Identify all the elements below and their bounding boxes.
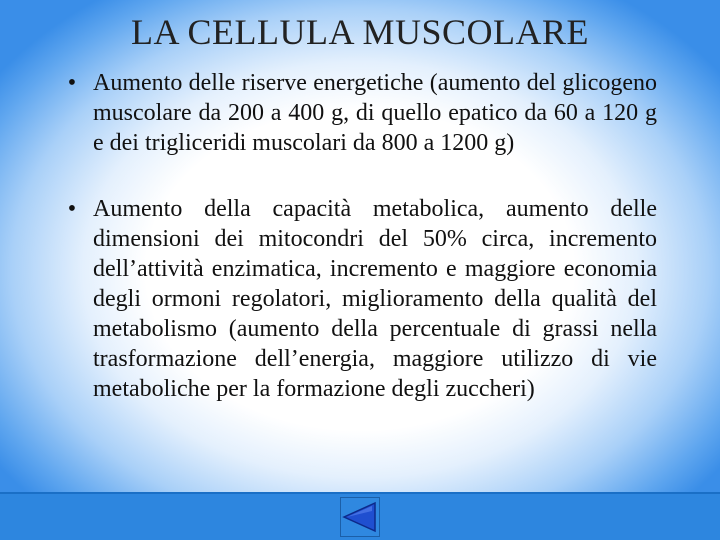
bullet-item-metabolism — [62, 194, 657, 404]
bullet-point-icon: • — [67, 196, 77, 222]
back-button[interactable] — [340, 497, 380, 537]
bullet-list — [62, 68, 657, 404]
triangle-left-icon — [341, 498, 379, 536]
slide-title: LA CELLULA MUSCOLARE — [130, 12, 589, 52]
bullet-text: Aumento della capacità metabolica, aumento delle dimensioni dei mitocondri del 50% circa, incremento dell’attività enzimatica, incremento e maggiore economia degli ormoni regolatori, miglioramento della qualità del metabolismo (aumento della percentuale di grassi nella trasformazione dell’energia, maggiore utilizzo di vie metaboliche per la formazione degli zuccheri) — [93, 196, 657, 402]
bullet-point-icon: • — [67, 70, 77, 96]
bullet-item-reserves — [62, 68, 657, 158]
bullet-text: Aumento delle riserve energetiche (aumento del glicogeno muscolare da 200 a 400 g, di quello epatico da 60 a 120 g e dei trigliceridi muscolari da 800 a 1200 g) — [93, 70, 657, 156]
